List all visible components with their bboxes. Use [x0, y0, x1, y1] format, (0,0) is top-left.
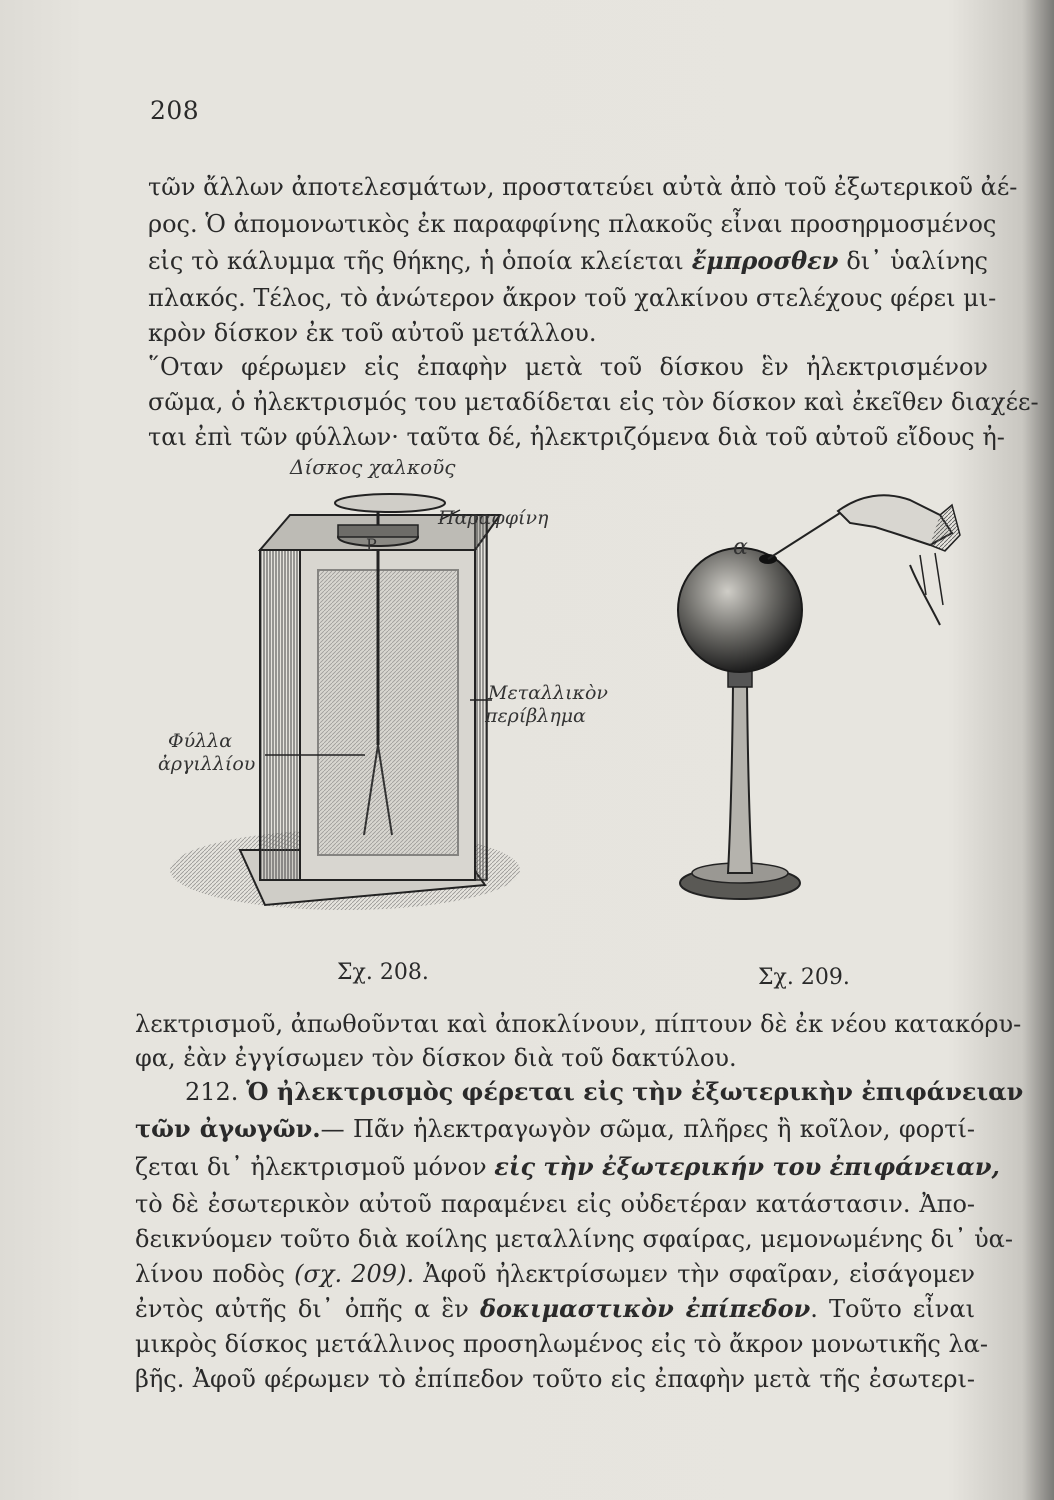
- text-line: σῶμα, ὁ ἠλεκτρισμός του μεταδίδεται εἰς τὸν δίσκον καὶ ἐκεῖθεν διαχέε-: [148, 388, 1039, 416]
- label-copper-disk: Δίσκος χαλκοῦς: [290, 455, 456, 479]
- hollow-sphere-apparatus: [678, 495, 960, 899]
- caption-fig-208: Σχ. 208.: [337, 960, 429, 985]
- label-metal-case-2: περίβλημα: [485, 705, 586, 727]
- section-heading: 212. Ὁ ἠλεκτρισμὸς φέρεται εἰς τὴν ἐξωτερικὴν ἐπιφάνειαν: [185, 1077, 1024, 1106]
- text-line: ζεται δι᾿ ἠλεκτρισμοῦ μόνον εἰς τὴν ἐξωτερικήν του ἐπιφάνειαν,: [135, 1152, 1000, 1181]
- page-number: 208: [150, 96, 200, 125]
- text-line: πλακός. Τέλος, τὸ ἀνώτερον ἄκρον τοῦ χαλκίνου στελέχους φέρει μι-: [148, 284, 997, 312]
- figure-area: [140, 455, 1000, 995]
- text-line: ται ἐπὶ τῶν φύλλων· ταῦτα δέ, ἠλεκτριζόμενα διὰ τοῦ αὐτοῦ εἴδους ἠ-: [148, 423, 1005, 451]
- label-leaves-2: ἀργιλλίου: [158, 753, 256, 775]
- text-line: βῆς. Ἀφοῦ φέρωμεν τὸ ἐπίπεδον τοῦτο εἰς ἐπαφὴν μετὰ τῆς ἐσωτερι-: [135, 1365, 975, 1393]
- label-metal-case-1: Μεταλλικὸν: [488, 682, 608, 704]
- text-line: λεκτρισμοῦ, ἀπωθοῦνται καὶ ἀποκλίνουν, πίπτουν δὲ ἐκ νέου κατακόρυ-: [135, 1010, 1022, 1038]
- text-line: ἐντὸς αὐτῆς δι᾿ ὀπῆς α ἓν δοκιμαστικὸν ἐπίπεδον. Τοῦτο εἶναι: [135, 1294, 975, 1323]
- text-line: φα, ἐὰν ἐγγίσωμεν τὸν δίσκον διὰ τοῦ δακτύλου.: [135, 1044, 737, 1072]
- text-line: μικρὸς δίσκος μετάλλινος προσηλωμένος εἰς τὸ ἄκρον μονωτικῆς λα-: [135, 1330, 988, 1358]
- text-line: τῶν ἄλλων ἀποτελεσμάτων, προστατεύει αὐτὰ ἀπὸ τοῦ ἐξωτερικοῦ ἀέ-: [148, 173, 1018, 201]
- text-line: λίνου ποδὸς (σχ. 209). Ἀφοῦ ἠλεκτρίσωμεν τὴν σφαῖραν, εἰσάγομεν: [135, 1260, 975, 1288]
- text-line: δεικνύομεν τοῦτο διὰ κοίλης μεταλλίνης σφαίρας, μεμονωμένης δι᾿ ὑα-: [135, 1225, 1013, 1253]
- text-line: ῞Οταν φέρωμεν εἰς ἐπαφὴν μετὰ τοῦ δίσκου ἓν ἠλεκτρισμένον: [148, 353, 988, 381]
- caption-fig-209: Σχ. 209.: [758, 965, 850, 990]
- text-line: τὸ δὲ ἐσωτερικὸν αὐτοῦ παραμένει εἰς οὐδετέραν κατάστασιν. Ἀπο-: [135, 1190, 975, 1218]
- text-line: κρὸν δίσκον ἐκ τοῦ αὐτοῦ μετάλλου.: [148, 319, 597, 347]
- text-line: τῶν ἀγωγῶν.— Πᾶν ἠλεκτραγωγὸν σῶμα, πλῆρες ἢ κοῖλον, φορτί-: [135, 1114, 975, 1143]
- label-point-a: α: [733, 535, 748, 560]
- label-leaves-1: Φύλλα: [168, 730, 233, 752]
- emphasis-emprosthen: ἔμπροσθεν: [691, 246, 839, 275]
- label-paraffin: Παραφφίνη: [438, 507, 549, 529]
- text-line: ρος. Ὁ ἀπομονωτικὸς ἐκ παραφφίνης πλακοῦς εἶναι προσηρμοσμένος: [148, 210, 997, 238]
- electroscope-case: [170, 494, 520, 910]
- text-line: εἰς τὸ κάλυμμα τῆς θήκης, ἡ ὁποία κλείεται ἔμπροσθεν δι᾿ ὑαλίνης: [148, 246, 988, 275]
- label-point-p: P: [366, 535, 377, 554]
